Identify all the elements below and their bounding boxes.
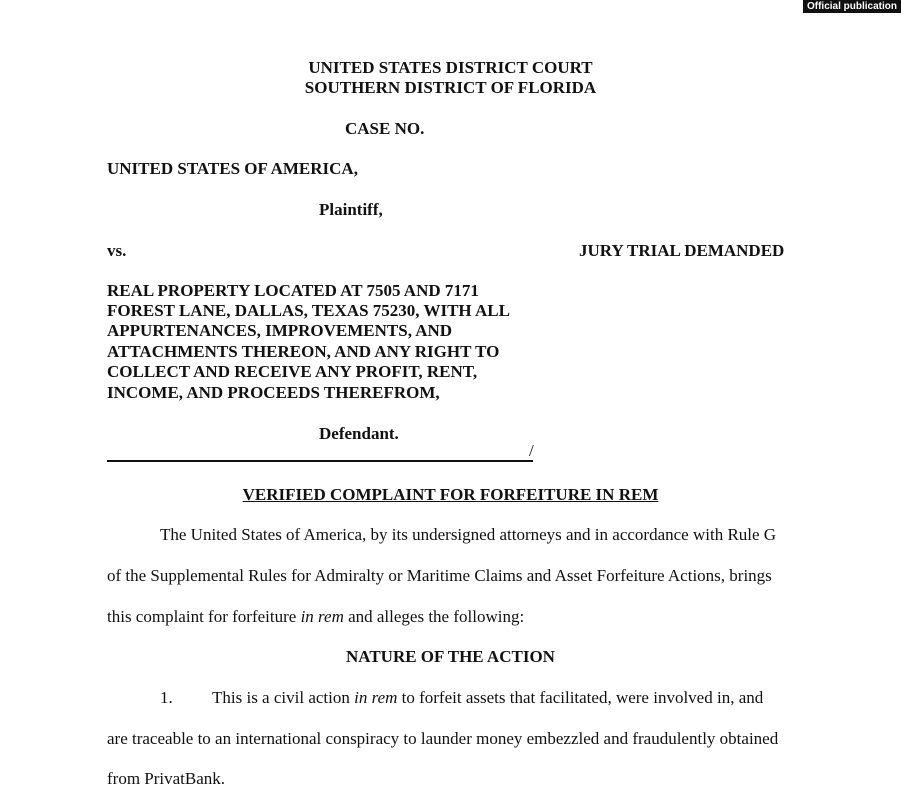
- defendant-line: FOREST LANE, DALLAS, TEXAS 75230, WITH ALL: [107, 301, 510, 320]
- defendant-role: Defendant.: [319, 424, 399, 443]
- in-rem-italic: in rem: [354, 688, 398, 707]
- jury-trial-demanded: JURY TRIAL DEMANDED: [579, 241, 785, 260]
- defendant-line: COLLECT AND RECEIVE ANY PROFIT, RENT,: [107, 362, 478, 381]
- paragraph-1-line-1: [212, 688, 763, 708]
- paragraph-1-line-3: from PrivatBank.: [107, 769, 226, 788]
- complaint-title: VERIFIED COMPLAINT FOR FORFEITURE IN REM: [242, 485, 659, 504]
- plaintiff-name: UNITED STATES OF AMERICA,: [107, 159, 358, 178]
- paragraph-1-number: 1.: [160, 688, 173, 707]
- defendant-line: APPURTENANCES, IMPROVEMENTS, AND: [107, 321, 453, 340]
- paragraph-1-line-1-start: This is a civil action: [212, 688, 355, 707]
- intro-line-1: The United States of America, by its undersigned attorneys and in accordance with Rule G: [160, 525, 777, 544]
- defendant-line: ATTACHMENTS THEREON, AND ANY RIGHT TO: [107, 342, 500, 361]
- caption-slash: /: [529, 441, 534, 460]
- caption-divider: [107, 460, 533, 462]
- case-number-label: CASE NO.: [345, 119, 425, 138]
- plaintiff-role: Plaintiff,: [319, 200, 383, 219]
- official-publication-badge: Official publication: [803, 0, 901, 13]
- intro-line-2: of the Supplemental Rules for Admiralty or Maritime Claims and Asset Forfeiture Actions, brings: [107, 566, 772, 585]
- defendant-line: INCOME, AND PROCEEDS THEREFROM,: [107, 383, 440, 402]
- intro-line-3-start: this complaint for forfeiture: [107, 607, 301, 626]
- intro-line-3: [107, 607, 524, 627]
- versus-label: vs.: [107, 241, 127, 260]
- paragraph-1-line-1-end: to forfeit assets that facilitated, were involved in, and: [397, 688, 764, 707]
- paragraph-1-line-2: are traceable to an international conspiracy to launder money embezzled and fraudulently obtained: [107, 729, 779, 748]
- court-name-line1: UNITED STATES DISTRICT COURT: [308, 58, 593, 77]
- court-name-line2: SOUTHERN DISTRICT OF FLORIDA: [304, 78, 597, 97]
- defendant-line: REAL PROPERTY LOCATED AT 7505 AND 7171: [107, 281, 479, 300]
- in-rem-italic: in rem: [300, 607, 344, 626]
- intro-line-3-end: and alleges the following:: [343, 607, 525, 626]
- section-heading: NATURE OF THE ACTION: [346, 647, 555, 666]
